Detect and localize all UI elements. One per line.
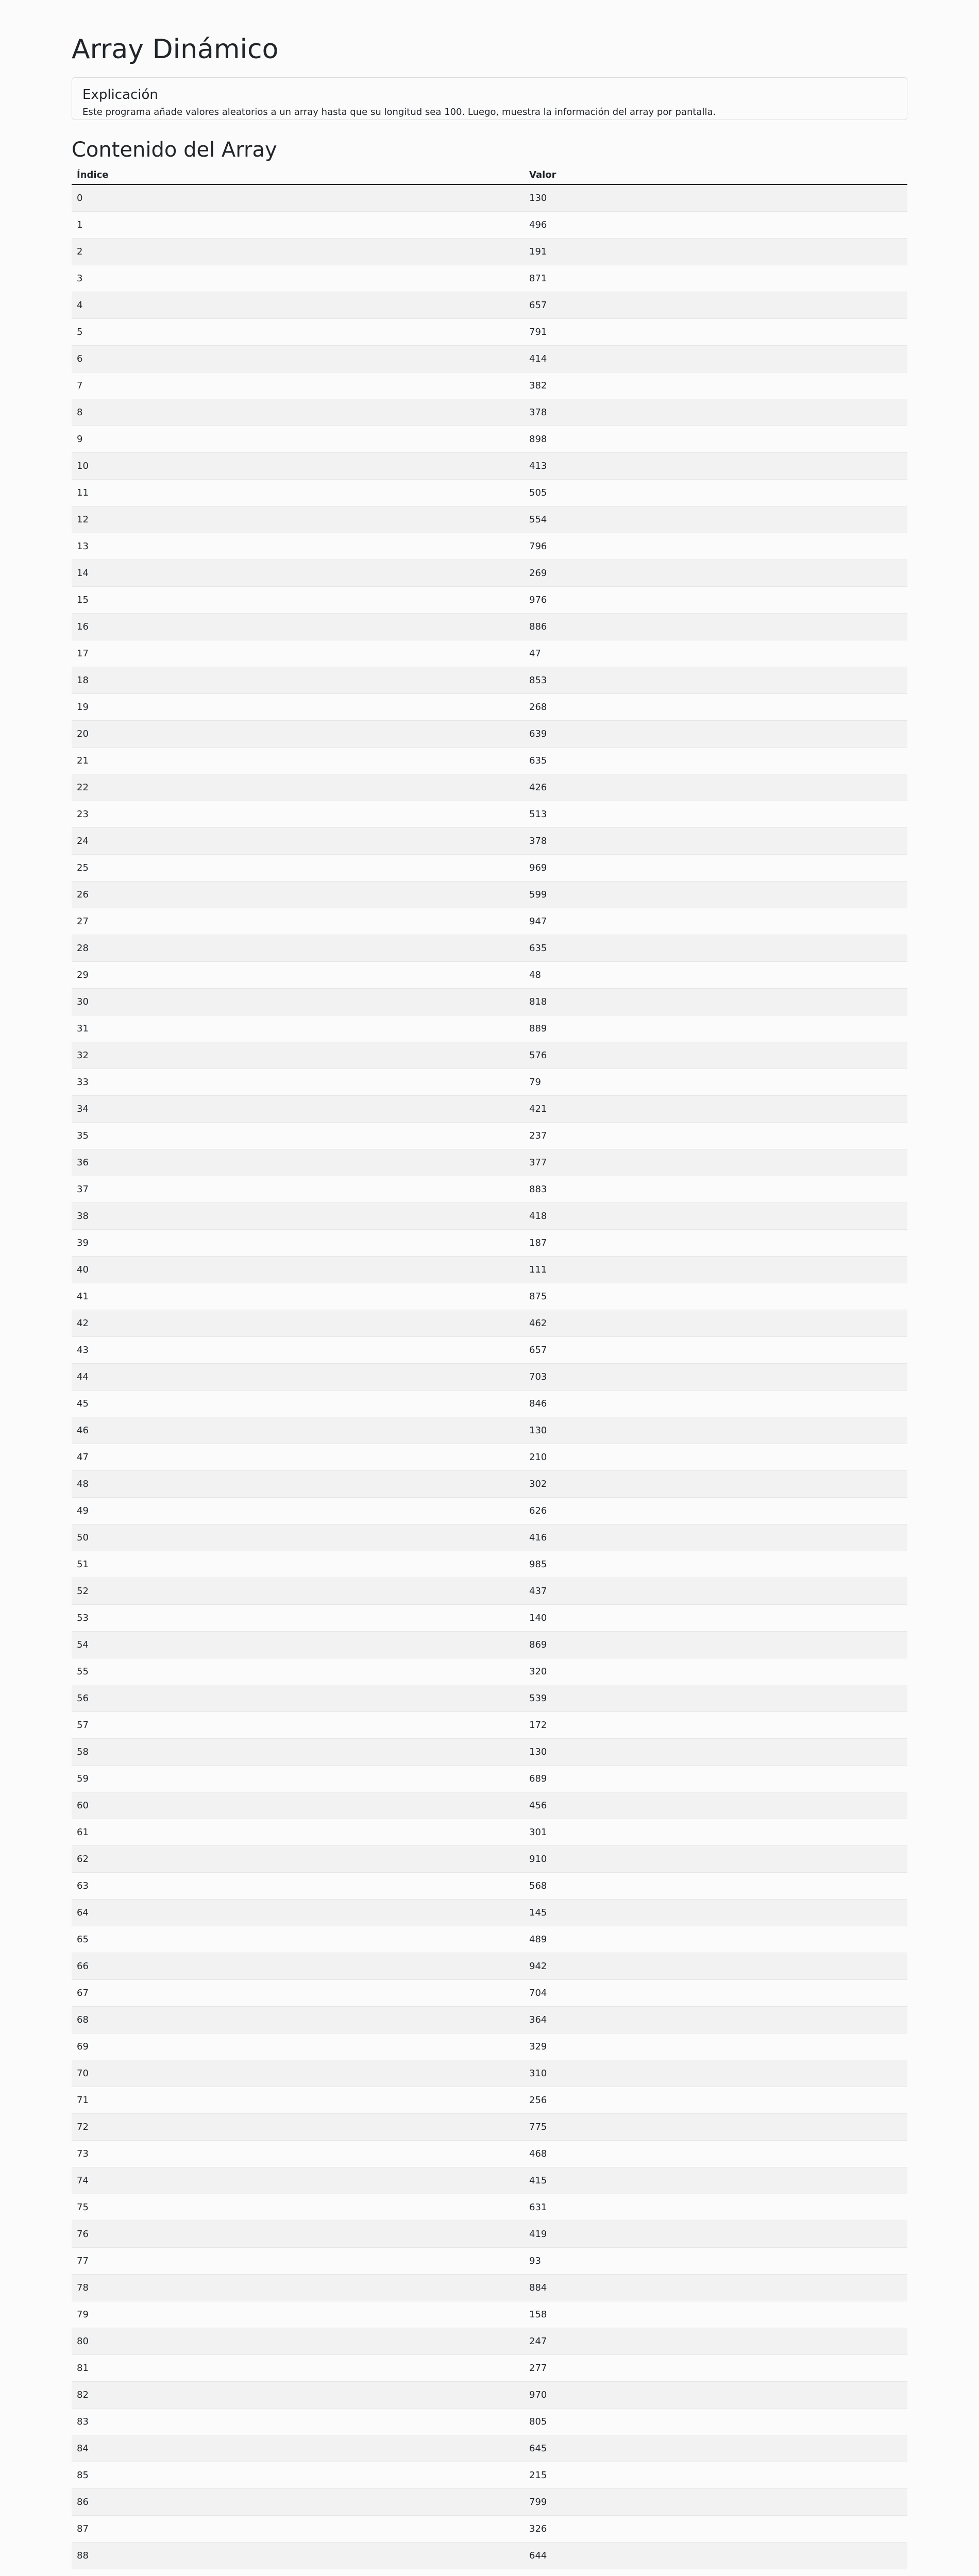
table-row xyxy=(72,453,907,480)
cell-index: 43 xyxy=(72,1337,524,1364)
cell-index: 42 xyxy=(72,1310,524,1337)
cell-value: 505 xyxy=(524,480,907,506)
cell-index: 71 xyxy=(72,2087,524,2114)
table-row xyxy=(72,828,907,855)
table-row xyxy=(72,2087,907,2114)
main-container xyxy=(72,0,907,2576)
cell-value: 799 xyxy=(524,2489,907,2516)
cell-index: 33 xyxy=(72,1069,524,1096)
table-row xyxy=(72,908,907,935)
table-row xyxy=(72,2248,907,2275)
cell-value: 378 xyxy=(524,828,907,855)
table-row xyxy=(72,1042,907,1069)
table-row xyxy=(72,2489,907,2516)
cell-value: 237 xyxy=(524,1123,907,1149)
cell-value: 976 xyxy=(524,587,907,614)
table-row xyxy=(72,587,907,614)
table-row xyxy=(72,372,907,399)
cell-index: 80 xyxy=(72,2328,524,2355)
table-row xyxy=(72,2543,907,2569)
table-row xyxy=(72,265,907,292)
cell-index: 29 xyxy=(72,962,524,989)
cell-index: 45 xyxy=(72,1391,524,1417)
table-row xyxy=(72,989,907,1015)
table-row xyxy=(72,1819,907,1846)
table-row xyxy=(72,506,907,533)
cell-index: 9 xyxy=(72,426,524,453)
cell-value: 416 xyxy=(524,1524,907,1551)
table-row xyxy=(72,1364,907,1391)
table-row xyxy=(72,2221,907,2248)
cell-value: 970 xyxy=(524,2382,907,2409)
cell-index: 27 xyxy=(72,908,524,935)
table-row xyxy=(72,239,907,265)
cell-index: 12 xyxy=(72,506,524,533)
cell-index: 65 xyxy=(72,1926,524,1953)
cell-index: 23 xyxy=(72,801,524,828)
cell-value: 310 xyxy=(524,2060,907,2087)
header-index: Índice xyxy=(72,165,524,184)
cell-value: 910 xyxy=(524,1846,907,1873)
cell-value: 426 xyxy=(524,774,907,801)
cell-index: 74 xyxy=(72,2167,524,2194)
cell-index: 72 xyxy=(72,2114,524,2141)
cell-value: 421 xyxy=(524,1096,907,1123)
table-row xyxy=(72,1578,907,1605)
table-row xyxy=(72,1123,907,1149)
cell-index: 36 xyxy=(72,1149,524,1176)
table-row xyxy=(72,1283,907,1310)
cell-index: 39 xyxy=(72,1230,524,1257)
cell-index: 16 xyxy=(72,614,524,640)
cell-value: 130 xyxy=(524,184,907,212)
cell-index: 30 xyxy=(72,989,524,1015)
table-row xyxy=(72,2328,907,2355)
cell-index: 32 xyxy=(72,1042,524,1069)
cell-index: 47 xyxy=(72,1444,524,1471)
cell-value: 326 xyxy=(524,2516,907,2543)
cell-value: 889 xyxy=(524,1015,907,1042)
cell-value: 496 xyxy=(524,212,907,239)
cell-index: 86 xyxy=(72,2489,524,2516)
table-row xyxy=(72,1391,907,1417)
cell-value: 818 xyxy=(524,989,907,1015)
table-row xyxy=(72,1203,907,1230)
cell-index: 35 xyxy=(72,1123,524,1149)
cell-value: 456 xyxy=(524,1792,907,1819)
cell-index: 4 xyxy=(72,292,524,319)
cell-index: 49 xyxy=(72,1498,524,1524)
table-row xyxy=(72,882,907,908)
cell-value: 644 xyxy=(524,2543,907,2569)
table-row xyxy=(72,2301,907,2328)
cell-index: 88 xyxy=(72,2543,524,2569)
cell-value: 657 xyxy=(524,1337,907,1364)
cell-index: 6 xyxy=(72,346,524,372)
cell-index: 78 xyxy=(72,2275,524,2301)
table-row xyxy=(72,426,907,453)
cell-value: 853 xyxy=(524,667,907,694)
cell-value: 703 xyxy=(524,1364,907,1391)
cell-value: 79 xyxy=(524,1069,907,1096)
explanation-title: Explicación xyxy=(82,87,158,103)
cell-index: 10 xyxy=(72,453,524,480)
cell-index: 55 xyxy=(72,1658,524,1685)
cell-value: 657 xyxy=(524,292,907,319)
table-row xyxy=(72,1926,907,1953)
cell-value: 301 xyxy=(524,1819,907,1846)
table-row xyxy=(72,2060,907,2087)
cell-value: 140 xyxy=(524,1605,907,1632)
table-row xyxy=(72,1658,907,1685)
table-row xyxy=(72,2275,907,2301)
table-row xyxy=(72,1900,907,1926)
cell-value: 48 xyxy=(524,962,907,989)
cell-index: 48 xyxy=(72,1471,524,1498)
cell-value: 415 xyxy=(524,2167,907,2194)
cell-value xyxy=(524,2569,907,2576)
cell-index: 20 xyxy=(72,721,524,748)
cell-index: 56 xyxy=(72,1685,524,1712)
cell-index: 58 xyxy=(72,1739,524,1766)
cell-value: 884 xyxy=(524,2275,907,2301)
cell-index: 22 xyxy=(72,774,524,801)
table-row xyxy=(72,801,907,828)
cell-value: 489 xyxy=(524,1926,907,1953)
table-row xyxy=(72,212,907,239)
page-title: Array Dinámico xyxy=(72,34,279,65)
cell-index: 59 xyxy=(72,1766,524,1792)
cell-value: 256 xyxy=(524,2087,907,2114)
cell-index: 3 xyxy=(72,265,524,292)
cell-value: 378 xyxy=(524,399,907,426)
cell-index: 63 xyxy=(72,1873,524,1900)
cell-value: 568 xyxy=(524,1873,907,1900)
table-row xyxy=(72,1873,907,1900)
cell-index: 52 xyxy=(72,1578,524,1605)
cell-index: 44 xyxy=(72,1364,524,1391)
cell-value: 875 xyxy=(524,1283,907,1310)
cell-index xyxy=(72,2569,524,2576)
cell-value: 791 xyxy=(524,319,907,346)
cell-value: 554 xyxy=(524,506,907,533)
table-header-row xyxy=(72,165,907,184)
cell-value: 846 xyxy=(524,1391,907,1417)
cell-value: 329 xyxy=(524,2033,907,2060)
cell-value: 191 xyxy=(524,239,907,265)
cell-index: 54 xyxy=(72,1632,524,1658)
table-row xyxy=(72,2355,907,2382)
cell-index: 84 xyxy=(72,2435,524,2462)
cell-value: 145 xyxy=(524,1900,907,1926)
cell-value: 302 xyxy=(524,1471,907,1498)
cell-value: 277 xyxy=(524,2355,907,2382)
table-row xyxy=(72,2516,907,2543)
cell-index: 5 xyxy=(72,319,524,346)
table-row xyxy=(72,614,907,640)
cell-index: 79 xyxy=(72,2301,524,2328)
cell-value: 886 xyxy=(524,614,907,640)
cell-index: 15 xyxy=(72,587,524,614)
cell-index: 34 xyxy=(72,1096,524,1123)
table-row xyxy=(72,560,907,587)
table-row xyxy=(72,774,907,801)
table-row xyxy=(72,1310,907,1337)
cell-value: 187 xyxy=(524,1230,907,1257)
table-row xyxy=(72,935,907,962)
cell-index: 62 xyxy=(72,1846,524,1873)
table-row xyxy=(72,1230,907,1257)
table-row xyxy=(72,2409,907,2435)
cell-index: 73 xyxy=(72,2141,524,2167)
table-row xyxy=(72,1524,907,1551)
table-row xyxy=(72,1685,907,1712)
cell-value: 268 xyxy=(524,694,907,721)
cell-value: 631 xyxy=(524,2194,907,2221)
cell-index: 68 xyxy=(72,2007,524,2033)
cell-value: 626 xyxy=(524,1498,907,1524)
cell-value: 898 xyxy=(524,426,907,453)
table-row xyxy=(72,667,907,694)
table-row xyxy=(72,2194,907,2221)
table-row xyxy=(72,1953,907,1980)
cell-value: 437 xyxy=(524,1578,907,1605)
cell-index: 41 xyxy=(72,1283,524,1310)
cell-value: 93 xyxy=(524,2248,907,2275)
table-row xyxy=(72,1444,907,1471)
cell-index: 83 xyxy=(72,2409,524,2435)
table-row xyxy=(72,399,907,426)
table-row xyxy=(72,1176,907,1203)
cell-value: 418 xyxy=(524,1203,907,1230)
cell-index: 19 xyxy=(72,694,524,721)
table-row xyxy=(72,533,907,560)
table-row xyxy=(72,1712,907,1739)
table-row xyxy=(72,346,907,372)
cell-index: 2 xyxy=(72,239,524,265)
cell-value: 111 xyxy=(524,1257,907,1283)
cell-index: 81 xyxy=(72,2355,524,2382)
cell-value: 805 xyxy=(524,2409,907,2435)
cell-value: 639 xyxy=(524,721,907,748)
cell-index: 26 xyxy=(72,882,524,908)
table-row xyxy=(72,1792,907,1819)
cell-index: 50 xyxy=(72,1524,524,1551)
table-row xyxy=(72,1417,907,1444)
cell-index: 76 xyxy=(72,2221,524,2248)
cell-index: 67 xyxy=(72,1980,524,2007)
table-row xyxy=(72,1257,907,1283)
header-value: Valor xyxy=(524,165,907,184)
cell-value: 158 xyxy=(524,2301,907,2328)
table-row xyxy=(72,1471,907,1498)
cell-value: 414 xyxy=(524,346,907,372)
table-row xyxy=(72,2435,907,2462)
cell-index: 24 xyxy=(72,828,524,855)
table-row xyxy=(72,1551,907,1578)
table-row xyxy=(72,480,907,506)
cell-value: 869 xyxy=(524,1632,907,1658)
contents-title: Contenido del Array xyxy=(72,138,277,162)
cell-index: 57 xyxy=(72,1712,524,1739)
cell-value: 382 xyxy=(524,372,907,399)
table-row xyxy=(72,2382,907,2409)
cell-value: 247 xyxy=(524,2328,907,2355)
cell-index: 77 xyxy=(72,2248,524,2275)
cell-value: 985 xyxy=(524,1551,907,1578)
table-row xyxy=(72,1096,907,1123)
cell-index: 53 xyxy=(72,1605,524,1632)
cell-index: 1 xyxy=(72,212,524,239)
cell-value: 871 xyxy=(524,265,907,292)
cell-index: 0 xyxy=(72,184,524,212)
table-row xyxy=(72,1739,907,1766)
cell-index: 69 xyxy=(72,2033,524,2060)
cell-value: 215 xyxy=(524,2462,907,2489)
cell-value: 513 xyxy=(524,801,907,828)
cell-value: 775 xyxy=(524,2114,907,2141)
table-row xyxy=(72,1632,907,1658)
table-row xyxy=(72,2167,907,2194)
cell-value: 947 xyxy=(524,908,907,935)
cell-index: 85 xyxy=(72,2462,524,2489)
cell-value: 130 xyxy=(524,1417,907,1444)
cell-index: 21 xyxy=(72,748,524,774)
table-row xyxy=(72,962,907,989)
cell-index: 60 xyxy=(72,1792,524,1819)
cell-index: 40 xyxy=(72,1257,524,1283)
table-row xyxy=(72,319,907,346)
table-row xyxy=(72,1337,907,1364)
table-row xyxy=(72,2114,907,2141)
cell-value: 969 xyxy=(524,855,907,882)
cell-value: 269 xyxy=(524,560,907,587)
cell-value: 796 xyxy=(524,533,907,560)
cell-index: 61 xyxy=(72,1819,524,1846)
cell-value: 883 xyxy=(524,1176,907,1203)
array-table xyxy=(72,165,907,2576)
cell-value: 635 xyxy=(524,935,907,962)
cell-index: 64 xyxy=(72,1900,524,1926)
table-row xyxy=(72,2569,907,2576)
table-row xyxy=(72,640,907,667)
cell-value: 539 xyxy=(524,1685,907,1712)
table-row xyxy=(72,2007,907,2033)
cell-value: 599 xyxy=(524,882,907,908)
cell-index: 8 xyxy=(72,399,524,426)
cell-value: 942 xyxy=(524,1953,907,1980)
table-row xyxy=(72,1980,907,2007)
explanation-card xyxy=(72,77,907,120)
cell-index: 70 xyxy=(72,2060,524,2087)
table-row xyxy=(72,2141,907,2167)
cell-index: 13 xyxy=(72,533,524,560)
cell-index: 28 xyxy=(72,935,524,962)
table-row xyxy=(72,694,907,721)
cell-index: 87 xyxy=(72,2516,524,2543)
cell-value: 689 xyxy=(524,1766,907,1792)
table-row xyxy=(72,1846,907,1873)
cell-index: 17 xyxy=(72,640,524,667)
cell-value: 462 xyxy=(524,1310,907,1337)
cell-value: 377 xyxy=(524,1149,907,1176)
cell-index: 14 xyxy=(72,560,524,587)
table-row xyxy=(72,1149,907,1176)
cell-value: 130 xyxy=(524,1739,907,1766)
cell-value: 47 xyxy=(524,640,907,667)
table-row xyxy=(72,1605,907,1632)
cell-index: 25 xyxy=(72,855,524,882)
table-row xyxy=(72,184,907,212)
cell-value: 468 xyxy=(524,2141,907,2167)
cell-value: 645 xyxy=(524,2435,907,2462)
cell-value: 172 xyxy=(524,1712,907,1739)
cell-index: 82 xyxy=(72,2382,524,2409)
cell-index: 38 xyxy=(72,1203,524,1230)
cell-index: 37 xyxy=(72,1176,524,1203)
table-row xyxy=(72,2033,907,2060)
cell-value: 413 xyxy=(524,453,907,480)
cell-index: 51 xyxy=(72,1551,524,1578)
table-row xyxy=(72,1015,907,1042)
cell-value: 419 xyxy=(524,2221,907,2248)
table-row xyxy=(72,855,907,882)
cell-value: 635 xyxy=(524,748,907,774)
table-row xyxy=(72,748,907,774)
cell-index: 31 xyxy=(72,1015,524,1042)
table-row xyxy=(72,1766,907,1792)
cell-index: 7 xyxy=(72,372,524,399)
explanation-text: Este programa añade valores aleatorios a un array hasta que su longitud sea 100. Luego, muestra la información del array por pantalla. xyxy=(82,107,716,117)
cell-value: 576 xyxy=(524,1042,907,1069)
cell-value: 320 xyxy=(524,1658,907,1685)
cell-value: 210 xyxy=(524,1444,907,1471)
table-row xyxy=(72,1069,907,1096)
cell-index: 18 xyxy=(72,667,524,694)
table-body xyxy=(72,184,907,2576)
table-row xyxy=(72,1498,907,1524)
cell-value: 364 xyxy=(524,2007,907,2033)
table-row xyxy=(72,721,907,748)
cell-index: 75 xyxy=(72,2194,524,2221)
cell-index: 46 xyxy=(72,1417,524,1444)
cell-value: 704 xyxy=(524,1980,907,2007)
table-row xyxy=(72,292,907,319)
cell-index: 11 xyxy=(72,480,524,506)
cell-index: 66 xyxy=(72,1953,524,1980)
table-row xyxy=(72,2462,907,2489)
